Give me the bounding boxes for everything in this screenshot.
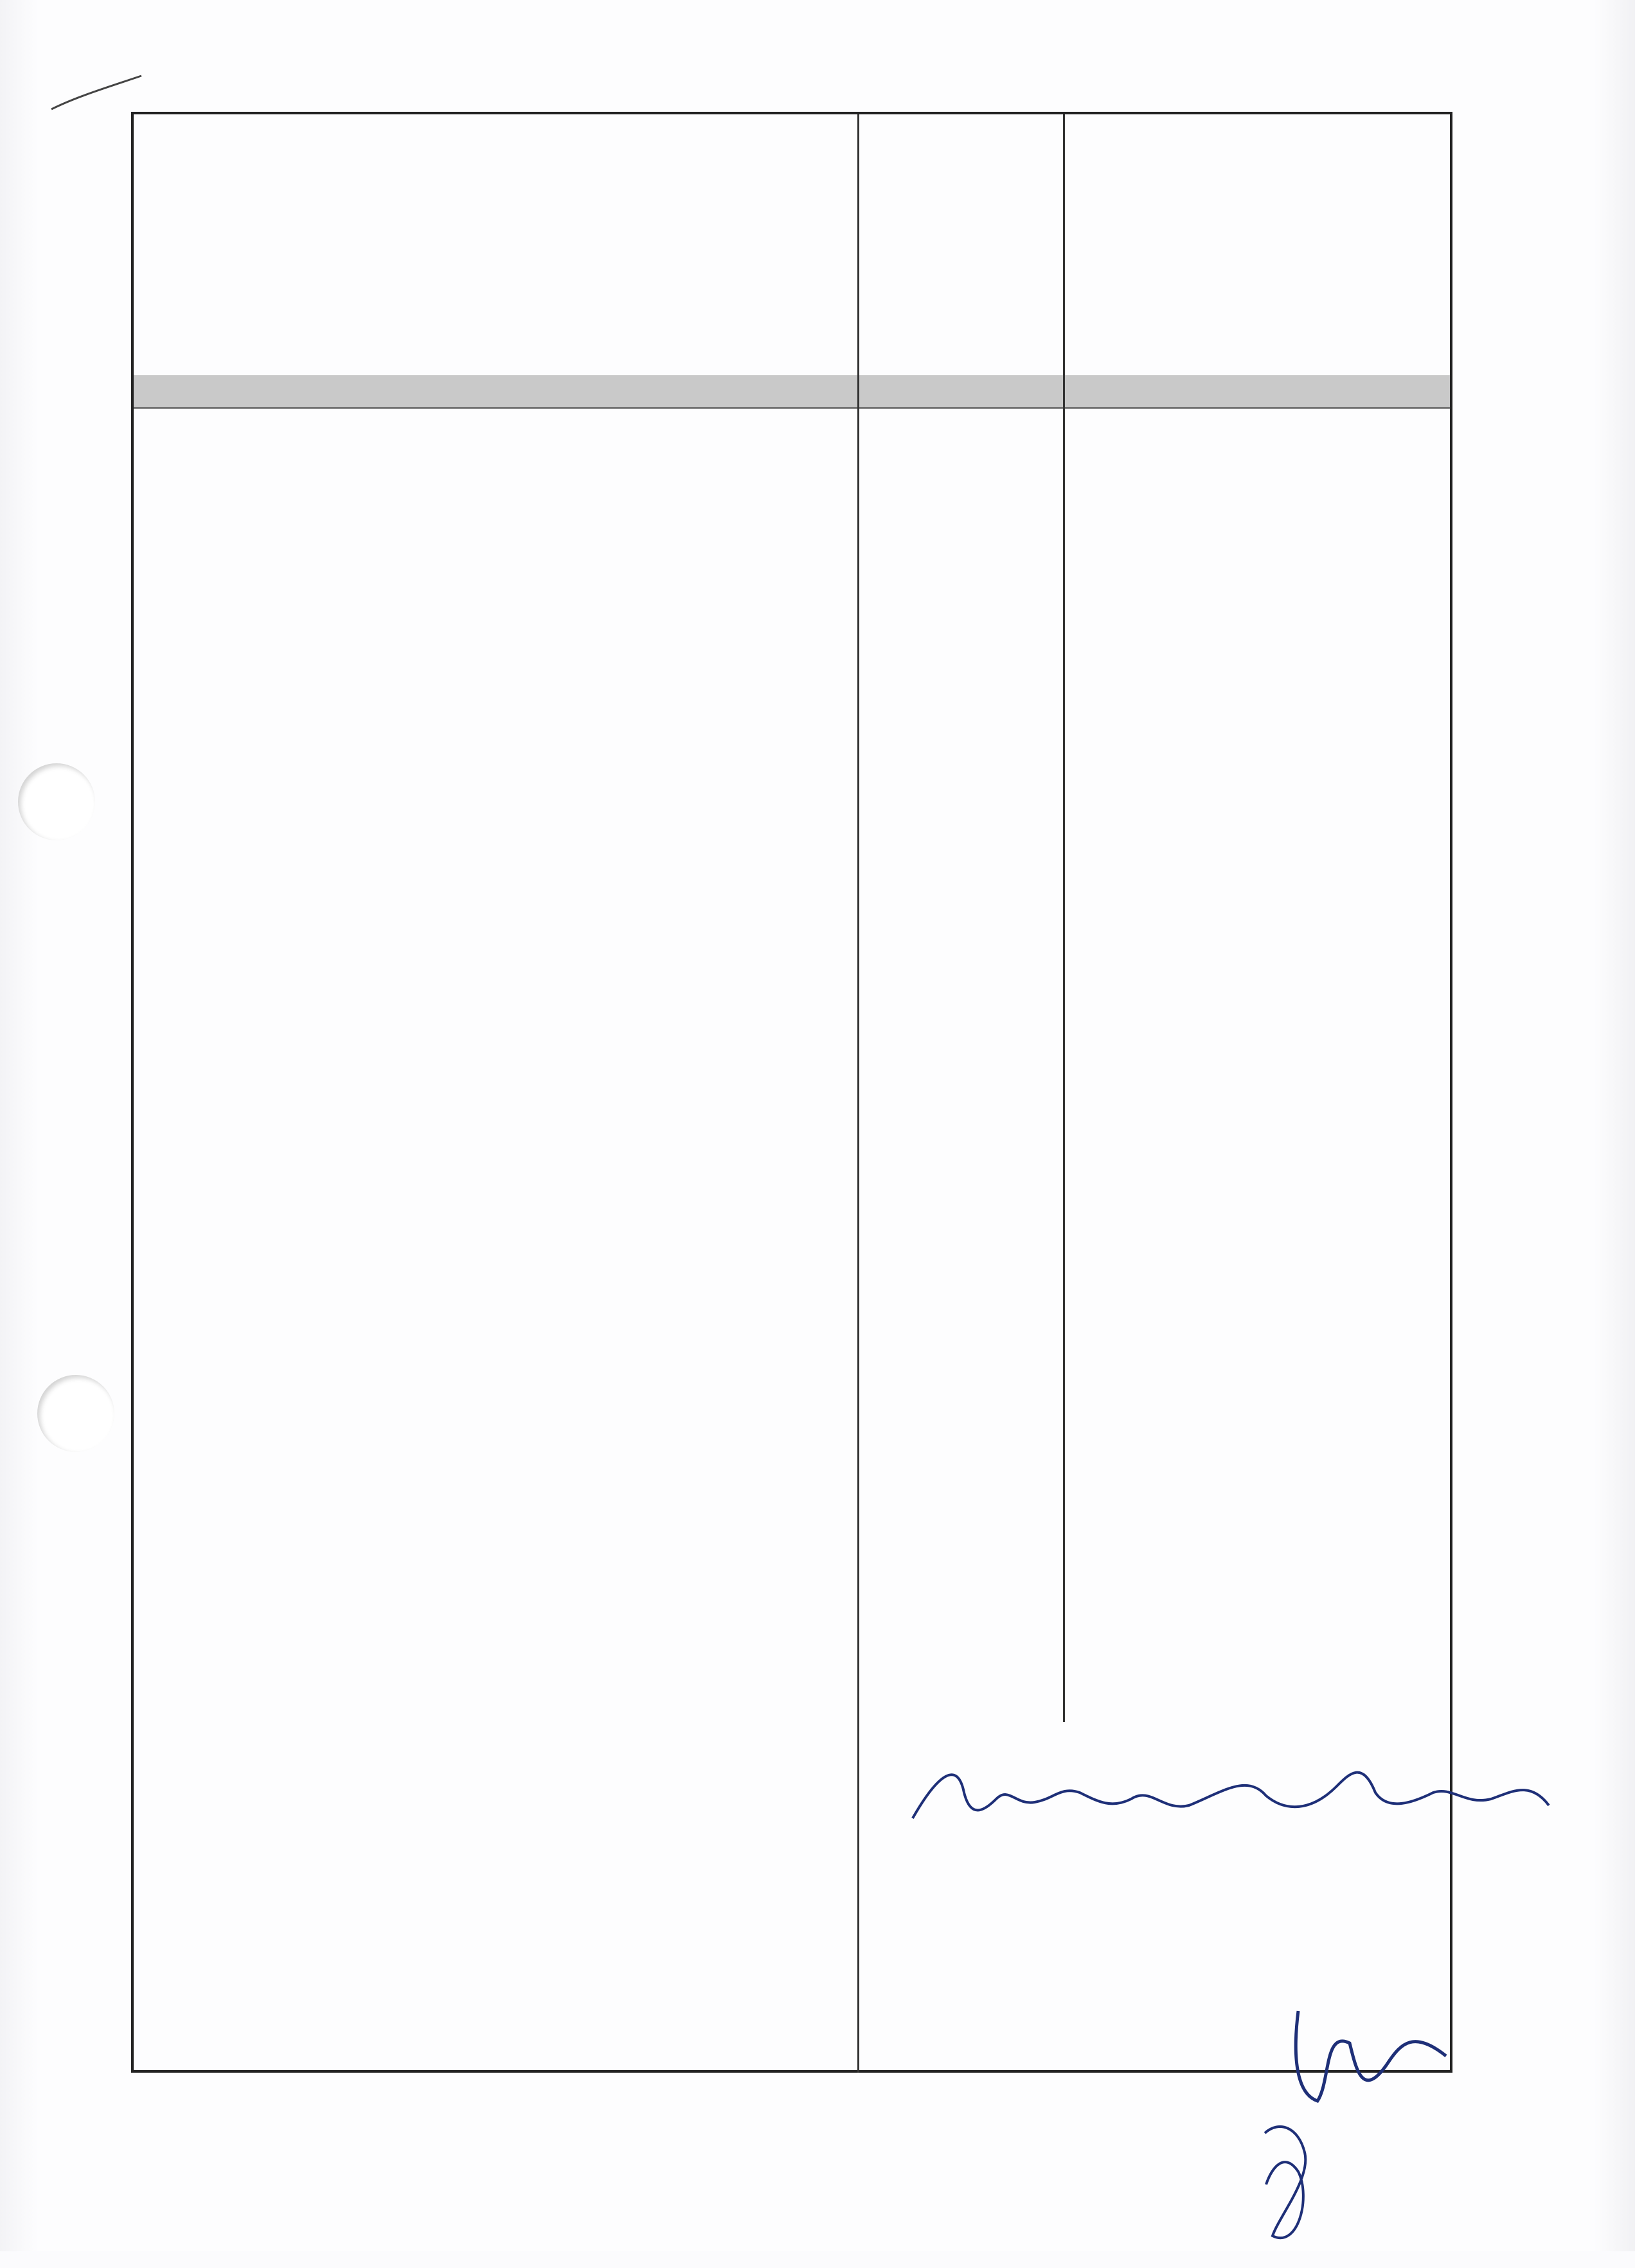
pen-mark	[45, 71, 148, 116]
column-header-row	[134, 375, 1450, 409]
divider-despesas	[1063, 114, 1065, 1722]
punch-hole-top	[18, 763, 95, 840]
accountant-signature	[887, 1748, 1555, 1844]
punch-hole-bottom	[37, 1375, 114, 1452]
initials-signature	[1260, 2005, 1472, 2268]
title-band	[134, 299, 1450, 375]
